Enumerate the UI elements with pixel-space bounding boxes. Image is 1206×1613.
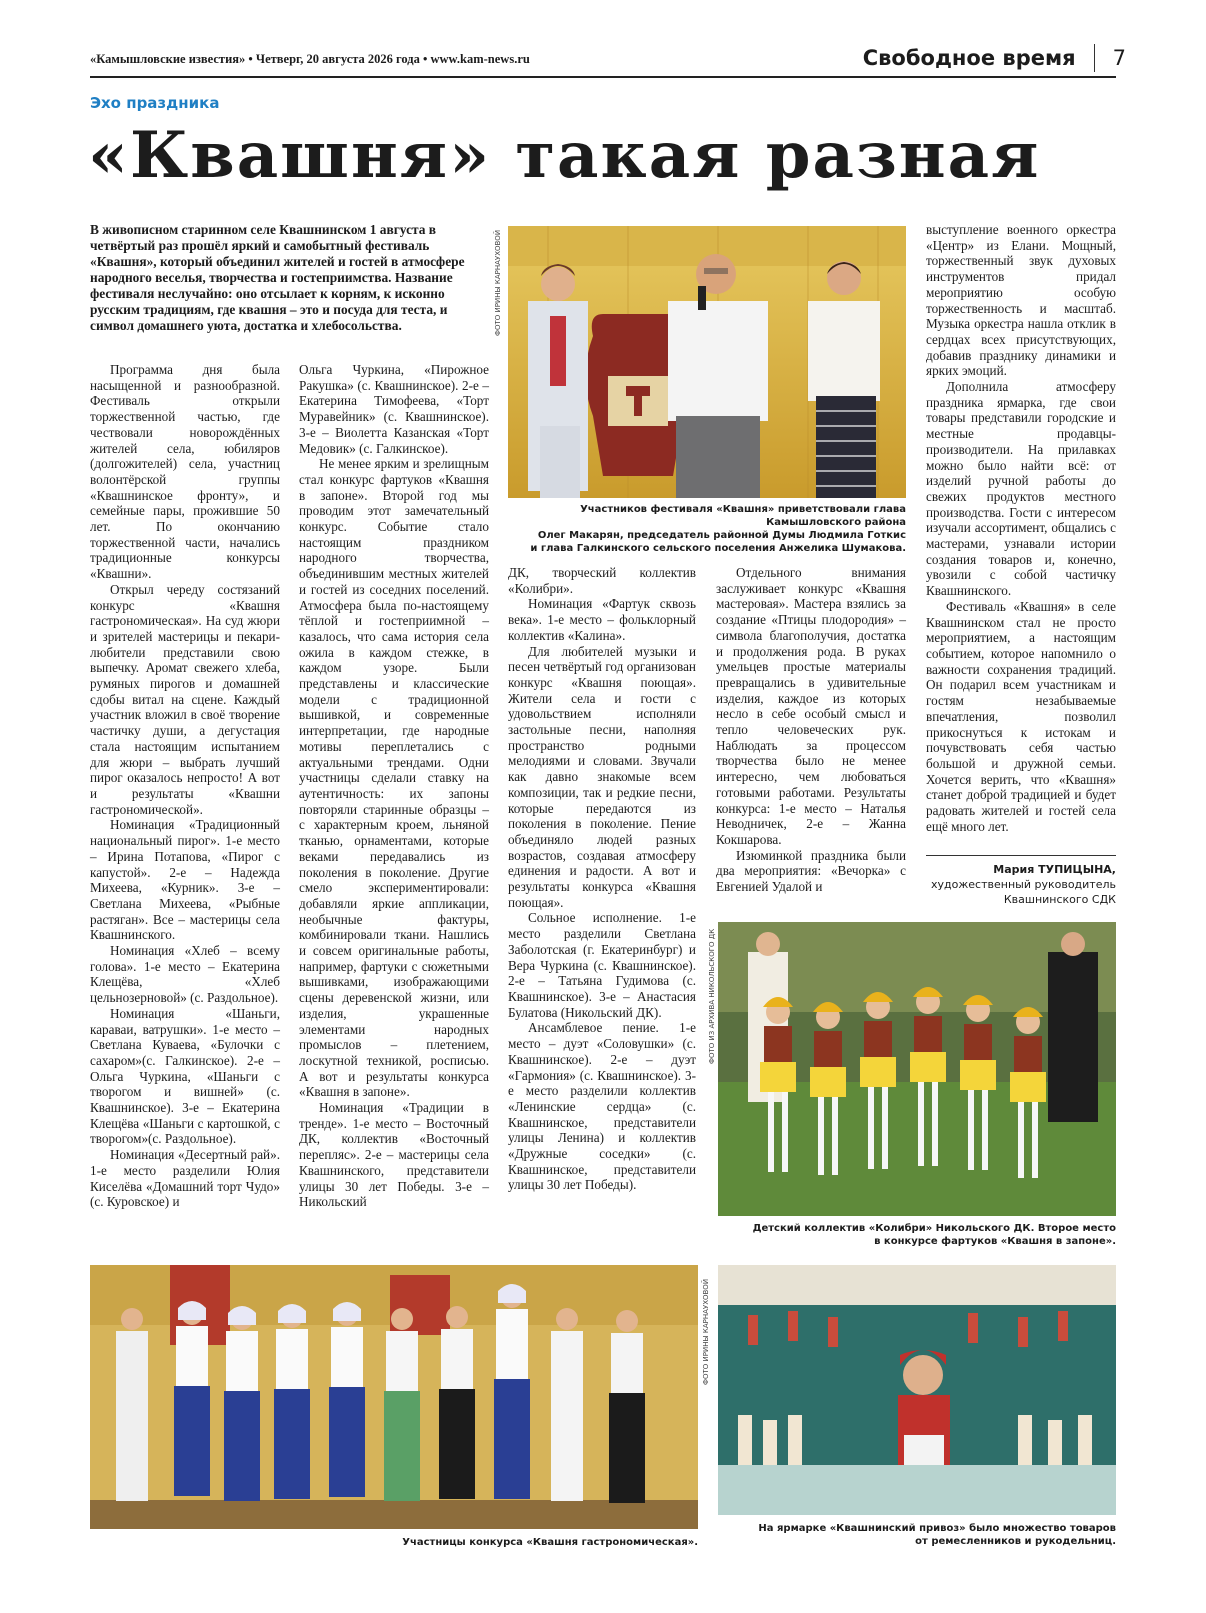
photo-kids-ensemble	[718, 922, 1116, 1216]
author-name: Мария ТУПИЦЫНА,	[993, 863, 1116, 876]
article-column-4: Отдельного внимания заслуживает конкурс «Квашня мастеровая». Мастера взялись за создание «Птицы плодородия» – символа благополучия, достатка и продолжения рода. В руках умельцев простые материалы превращались в удивительные изделия, каждое из которых несло в себе особый смысл и тепло человеческих рук. Наблюдать за процессом творчества было не менее интересно, чем любоваться готовыми работами. Результаты конкурса: 1-е место – Наталья Неводничек, 2-е – Жанна Кокшарова. Изюминкой праздника были два мероприятия: «Вечорка» с Евгенией Удалой и	[716, 565, 906, 895]
author-rule	[926, 855, 1116, 856]
photo-stage-contest	[90, 1265, 698, 1529]
lead-paragraph: В живописном старинном селе Квашнинском 1 августа в четвёртый раз прошёл яркий и самобытный фестиваль «Квашня», который объединил жителей и гостей в атмосфере народного веселья, творчества и гостеприимства. Название фестиваля неслучайно: оно отсылает к корням, к исконно русским традициям, где квашня – это и посуда для теста, и символ домашнего уюта, достатка и хлебосольства.	[90, 222, 465, 333]
page-number: 7	[1112, 46, 1126, 70]
section-name: Свободное время	[862, 46, 1076, 70]
article-column-2: Ольга Чуркина, «Пирожное Ракушка» (с. Квашнинское). 2-е – Екатерина Тимофеева, «Торт Муравейник» (с. Квашнинское). 3-е – Виолетта Казанская «Торт Медовик» (с. Галкинское). Не менее ярким и зрелищным стал конкурс фартуков «Квашня в запоне». Второй год мы проводим этот замечательный конкурс. Событие стало настоящим праздником народного творчества, объединившим местных жителей и гостей из соседних поселений. Атмосфера была по-настоящему тёплой и гостеприимной – казалось, что сама история села ожила в каждом стежке, в каждом узоре. Были представлены и классические модели с традиционной вышивкой, и современные интерпретации, где народные мотивы переплетались с актуальными трендами. Одни участницы сделали ставку на аутентичность: их запоны повторяли старинные образцы – с характерным кроем, льняной тканью, орнаментами, которые веками передавались из поколения в поколение. Другие смело экспериментировали: добавляли яркие аппликации, необычные фактуры, комбинировали ткани. Нашлись и совсем оригинальные работы, например, фартуки с сюжетными вышивками, изображающими сцены деревенской жизни, или изделия, украшенные элементами народных промыслов – плетением, лоскутной техникой, росписью. А вот и результаты конкурса «Квашня в запоне». Номинация «Традиции в тренде». 1-е место – Восточный ДК, коллектив «Восточный перепляс». 2-е – мастерицы села Квашнинского, представители улицы 30 лет Победы. 3-е – Никольский	[299, 362, 489, 1210]
author-signature	[906, 862, 1116, 907]
rubric: Эхо праздника	[90, 94, 220, 112]
caption-kids: Детский коллектив «Колибри» Никольского ДК. Второе место в конкурсе фартуков «Квашня в запоне».	[752, 1223, 1116, 1247]
caption-fair: На ярмарке «Квашнинский привоз» было множество товаров от ремесленников и рукодельниц.	[758, 1523, 1116, 1547]
photo-credit-top: ФОТО ИРИНЫ КАРНАУХОВОЙ	[494, 229, 502, 336]
article-column-1: Программа дня была насыщенной и разнообразной. Фестиваль открыли торжественной частью, где чествовали новорождённых жителей села, юбиляров (долгожителей) села, участниц волонтёрской группы «Квашнинское фронту», и семейные пары, прожившие 50 лет. По окончанию торжественной части, начались традиционные конкурсы «Квашни». Открыл череду состязаний конкурс «Квашня гастрономическая». На суд жюри и зрителей мастерицы и пекари-любители представили свою выпечку. Аромат свежего хлеба, румяных пирогов и домашней сдобы витал на сцене. Каждый участник вложил в своё творение частичку души, а дегустация стала настоящим испытанием для жюри – выбрать лучший пирог оказалось непросто! А вот и результаты «Квашни гастрономической». Номинация «Традиционный национальный пирог». 1-е место – Ирина Потапова, «Пирог с капустой». 2-е – Надежда Михеева, «Курник». 3-е – Светлана Михеева, «Рыбные растяган». Все – мастерицы села Квашнинского. Номинация «Хлеб – всему голова». 1-е место – Екатерина Клещёва, «Хлеб цельнозерновой» (с. Раздольное). Номинация «Шаньги, караваи, ватрушки». 1-е место – Светлана Куваева, «Булочки с сахаром»(с. Галкинское). 2-е – Ольга Чуркина, «Шаньги с творогом и вишней» (с. Квашнинское). 3-е – Екатерина Клещёва «Шаньги с картошкой, с творогом»(с. Раздольное). Номинация «Десертный рай». 1-е место разделили Юлия Киселёва «Домашний торт Чудо» (с. Куровское) и	[90, 362, 280, 1210]
article-column-5: выступление военного оркестра «Центр» из Елани. Мощный, торжественный звук духовых инструментов придал мероприятию особую торжественность и масштаб. Музыка оркестра нашла отклик в сердцах всех присутствующих, добавив празднику динамики и ярких эмоций. Дополнила атмосферу праздника ярмарка, где свои товары представили городские и местные продавцы-производители. На прилавках можно было найти всё: от изделий ручной работы до свежих продуктов местного производства. Гости с интересом изучали ассортимент, общались с мастерами, узнавали истории создания товаров и, конечно, увозили с собой частичку Квашнинского. Фестиваль «Квашня» в селе Квашнинском стал не просто мероприятием, а настоящим событием, которое напомнило о важности сохранения традиций. Он подарил всем участникам и гостям незабываемые впечатления, позволил прикоснуться к истокам и почувствовать себя частью большой и дружной семьи. Хочется верить, что «Квашня» станет доброй традицией и будет радовать жителей и гостей села ещё много лет.	[926, 222, 1116, 834]
photo-fair	[718, 1265, 1116, 1515]
masthead-info: «Камышловские известия» • Четверг, 20 августа 2026 года • www.kam-news.ru	[90, 52, 530, 66]
article-column-3: ДК, творческий коллектив «Колибри». Номинация «Фартук сквозь века». 1-е место – фольклорный коллектив «Калина». Для любителей музыки и песен четвёртый год организован конкурс «Квашня поющая». Жители села и гости с удовольствием исполняли застольные песни, наполняя пространство родными мелодиями и словами. Звучали как давно знакомые всем композиции, так и редкие песни, которые передаются из поколения в поколение. Пение объединяло людей разных возрастов, создавая атмосферу единения и радости. А вот и результаты конкурса «Квашня поющая». Сольное исполнение. 1-е место разделили Светлана Заболотская (г. Екатеринбург) и Вера Чуркина (с. Квашнинское). 2-е – Татьяна Гудимова (с. Квашнинское). 3-е – Анастасия Булатова (Никольский ДК). Ансамблевое пение. 1-е место – дуэт «Соловушки» (с. Квашнинское). 2-е – дуэт «Гармония» (с. Квашнинское). 3-е место разделили коллектив «Ленинские сердца» (с. Квашнинское, представители улицы Ленина) и коллектив «Дружные соседки» (с. Квашнинское, представители улицы 30 лет Победы).	[508, 565, 696, 1193]
author-role: художественный руководитель	[931, 878, 1116, 891]
header-divider	[1094, 44, 1095, 72]
header-rule	[90, 76, 1116, 78]
section-header	[863, 44, 1126, 72]
caption-officials: Участников фестиваля «Квашня» приветствовали глава Камышловского района Олег Макарян, председатель районной Думы Людмила Готкис и глава Галкинского сельского поселения Анжелика Шумакова.	[530, 504, 906, 554]
photo-credit-stage: ФОТО ИРИНЫ КАРНАУХОВОЙ	[702, 1278, 710, 1385]
caption-stage: Участницы конкурса «Квашня гастрономическая».	[402, 1537, 698, 1548]
author-org: Квашнинского СДК	[1003, 893, 1116, 906]
photo-officials	[508, 226, 906, 498]
photo-credit-kids: ФОТО ИЗ АРХИВА НИКОЛЬСКОГО ДК	[708, 928, 716, 1064]
headline: «Квашня» такая разная	[88, 118, 1041, 193]
